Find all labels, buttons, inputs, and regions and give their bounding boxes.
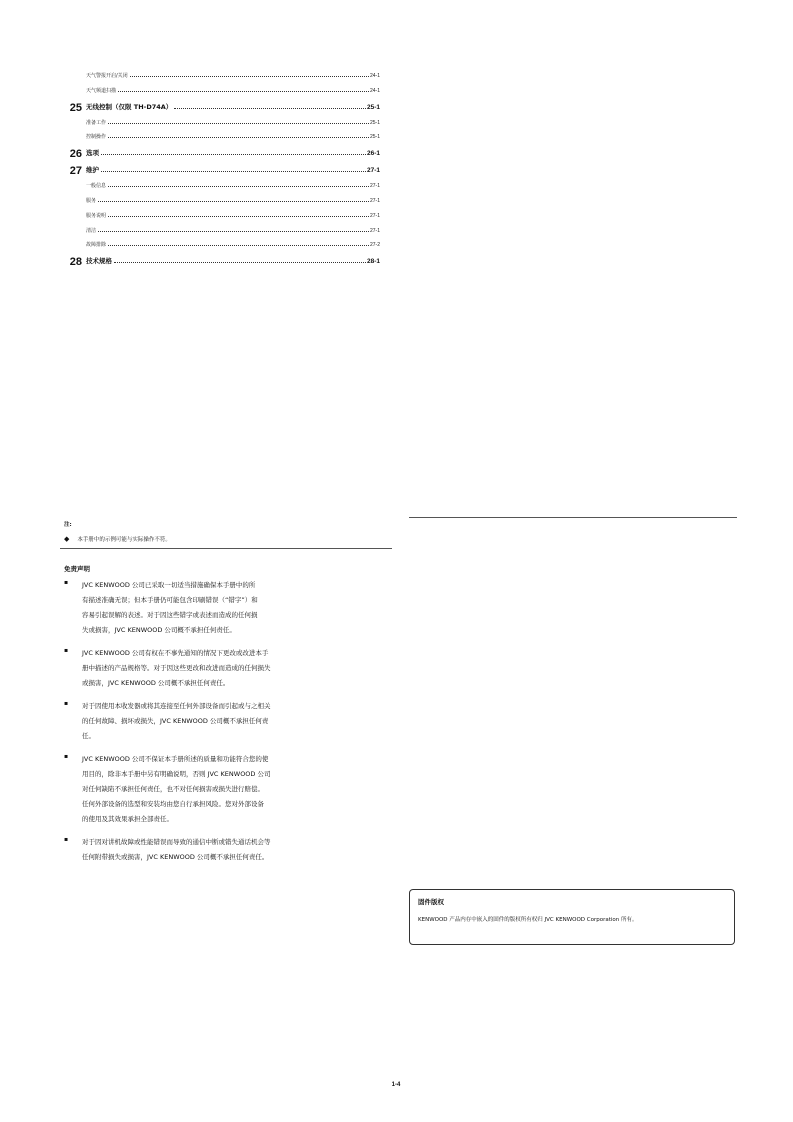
disclaimer-item: ▪ 对于因对讲机故障或性能错误而导致的通信中断或错失通话机会等 任何附带损失或损害，JVC KENWOOD 公司概不承担任何责任。 — [64, 836, 271, 861]
divider — [60, 548, 392, 549]
toc-entry-title: 一般信息 — [86, 183, 107, 190]
toc-chapter-number: 25 — [69, 101, 82, 114]
toc-leader-dots — [108, 123, 369, 124]
toc-entry-page: 27-1 — [369, 227, 380, 234]
toc-leader-dots — [118, 91, 369, 92]
toc-chapter-number: 27 — [69, 165, 82, 178]
toc-entry-page: 27-1 — [366, 167, 380, 175]
toc-entry-page: 25-1 — [369, 119, 380, 126]
toc-leader-dots — [130, 76, 369, 77]
disclaimer-item: ▪ JVC KENWOOD 公司有权在不事先通知的情况下更改或改进本手 册中描述的产品规格等。对于因这些更改和改进而造成的任何损失 或损害，JVC KENWOOD 公司概不承担任何责任。 — [64, 647, 271, 687]
firmware-copyright-box — [409, 889, 735, 945]
square-bullet-icon: ▪ — [64, 579, 69, 586]
disclaimer-heading: 免责声明 — [64, 565, 90, 573]
toc-entry-title: 维护 — [86, 166, 99, 175]
toc-entry[interactable] — [60, 212, 380, 227]
toc-leader-dots — [98, 201, 369, 202]
toc-entry[interactable] — [60, 87, 380, 102]
page-number: 1-4 — [391, 1082, 401, 1088]
toc-leader-dots — [114, 262, 366, 263]
toc-leader-dots — [108, 186, 369, 187]
toc-leader-dots — [98, 231, 369, 232]
toc-entry-title: 选项 — [86, 149, 99, 158]
toc-entry[interactable] — [60, 72, 380, 87]
toc-entry[interactable] — [60, 227, 380, 242]
note-label: 注: — [64, 522, 72, 528]
toc-entry[interactable] — [60, 241, 380, 256]
toc-entry-title: 服务说明 — [86, 212, 107, 219]
toc-leader-dots — [101, 154, 366, 155]
toc-entry-page: 27-2 — [369, 242, 380, 249]
table-of-contents — [60, 72, 380, 273]
toc-entry-page: 26-1 — [366, 150, 380, 158]
toc-chapter-entry[interactable] — [60, 256, 380, 273]
toc-entry-title: 故障排除 — [86, 242, 107, 249]
note-text: 本手册中的示例可能与实际操作不符。 — [77, 537, 171, 543]
toc-leader-dots — [108, 216, 369, 217]
toc-entry-title: 天气频道扫描 — [86, 87, 117, 94]
toc-chapter-entry[interactable] — [60, 102, 380, 119]
toc-entry-page: 25-1 — [366, 103, 380, 111]
toc-entry-title: 无线控制（仅限 TH-D74A） — [86, 102, 173, 111]
toc-chapter-number: 26 — [69, 148, 82, 161]
toc-chapter-number: 28 — [69, 256, 82, 269]
toc-leader-dots — [101, 171, 366, 172]
toc-entry-title: 服务 — [86, 197, 97, 204]
firmware-copyright-heading: 固件版权 — [418, 898, 444, 906]
note — [64, 535, 171, 543]
toc-entry-title: 天气警报开启/关闭 — [86, 73, 128, 79]
disclaimer-item: ▪ JVC KENWOOD 公司已采取一切适当措施确保本手册中的所 有描述准确无误；但本手册仍可能包含印刷错误（“错字”）和 容易引起误解的表述。对于因这些错字或表述而造成的任何损 失或损害，JVC KENWOOD 公司概不承担任何责任。 — [64, 579, 258, 634]
toc-entry-page: 24-1 — [369, 73, 380, 79]
toc-entry-title: 控制操作 — [86, 134, 107, 141]
toc-entry[interactable] — [60, 133, 380, 148]
disclaimer-item: ▪ 对于因使用本收发器或将其连接至任何外部设备而引起或与之相关 的任何故障、损坏或损失，JVC KENWOOD 公司概不承担任何责 任。 — [64, 700, 271, 740]
toc-entry-page: 27-1 — [369, 183, 380, 190]
square-bullet-icon: ▪ — [64, 700, 69, 707]
toc-entry-page: 27-1 — [369, 212, 380, 219]
disclaimer-item: ▪ JVC KENWOOD 公司不保证本手册所述的质量和功能符合您的使 用目的，除非本手册中另有明确说明，否则 JVC KENWOOD 公司 对任何缺陷不承担任何责任，也不对任何损害或损失进行赔偿。 任何外部设备的选型和安装均由您自行承担风险。您对外部设备 的使用及其效果承担全部责任。 — [64, 753, 271, 823]
divider — [409, 517, 737, 518]
square-bullet-icon: ▪ — [64, 836, 69, 843]
toc-entry-page: 25-1 — [369, 134, 380, 141]
firmware-copyright-text: KENWOOD 产品内存中嵌入的固件的版权所有权归 JVC KENWOOD Corporation 所有。 — [418, 917, 638, 923]
toc-entry-title: 技术规格 — [86, 257, 112, 266]
diamond-bullet-icon: ◆ — [64, 534, 70, 543]
toc-entry[interactable] — [60, 182, 380, 197]
toc-entry-title: 准备工作 — [86, 119, 107, 126]
square-bullet-icon: ▪ — [64, 647, 69, 654]
toc-leader-dots — [108, 245, 369, 246]
toc-entry-page: 27-1 — [369, 197, 380, 204]
toc-entry-title: 清洁 — [86, 227, 97, 234]
toc-leader-dots — [108, 137, 369, 138]
toc-chapter-entry[interactable] — [60, 165, 380, 182]
toc-leader-dots — [174, 108, 366, 109]
toc-entry[interactable] — [60, 197, 380, 212]
toc-entry[interactable] — [60, 119, 380, 134]
disclaimer-list — [64, 578, 334, 873]
toc-chapter-entry[interactable] — [60, 148, 380, 165]
toc-entry-page: 28-1 — [366, 258, 380, 266]
toc-entry-page: 24-1 — [369, 87, 380, 94]
square-bullet-icon: ▪ — [64, 753, 69, 760]
